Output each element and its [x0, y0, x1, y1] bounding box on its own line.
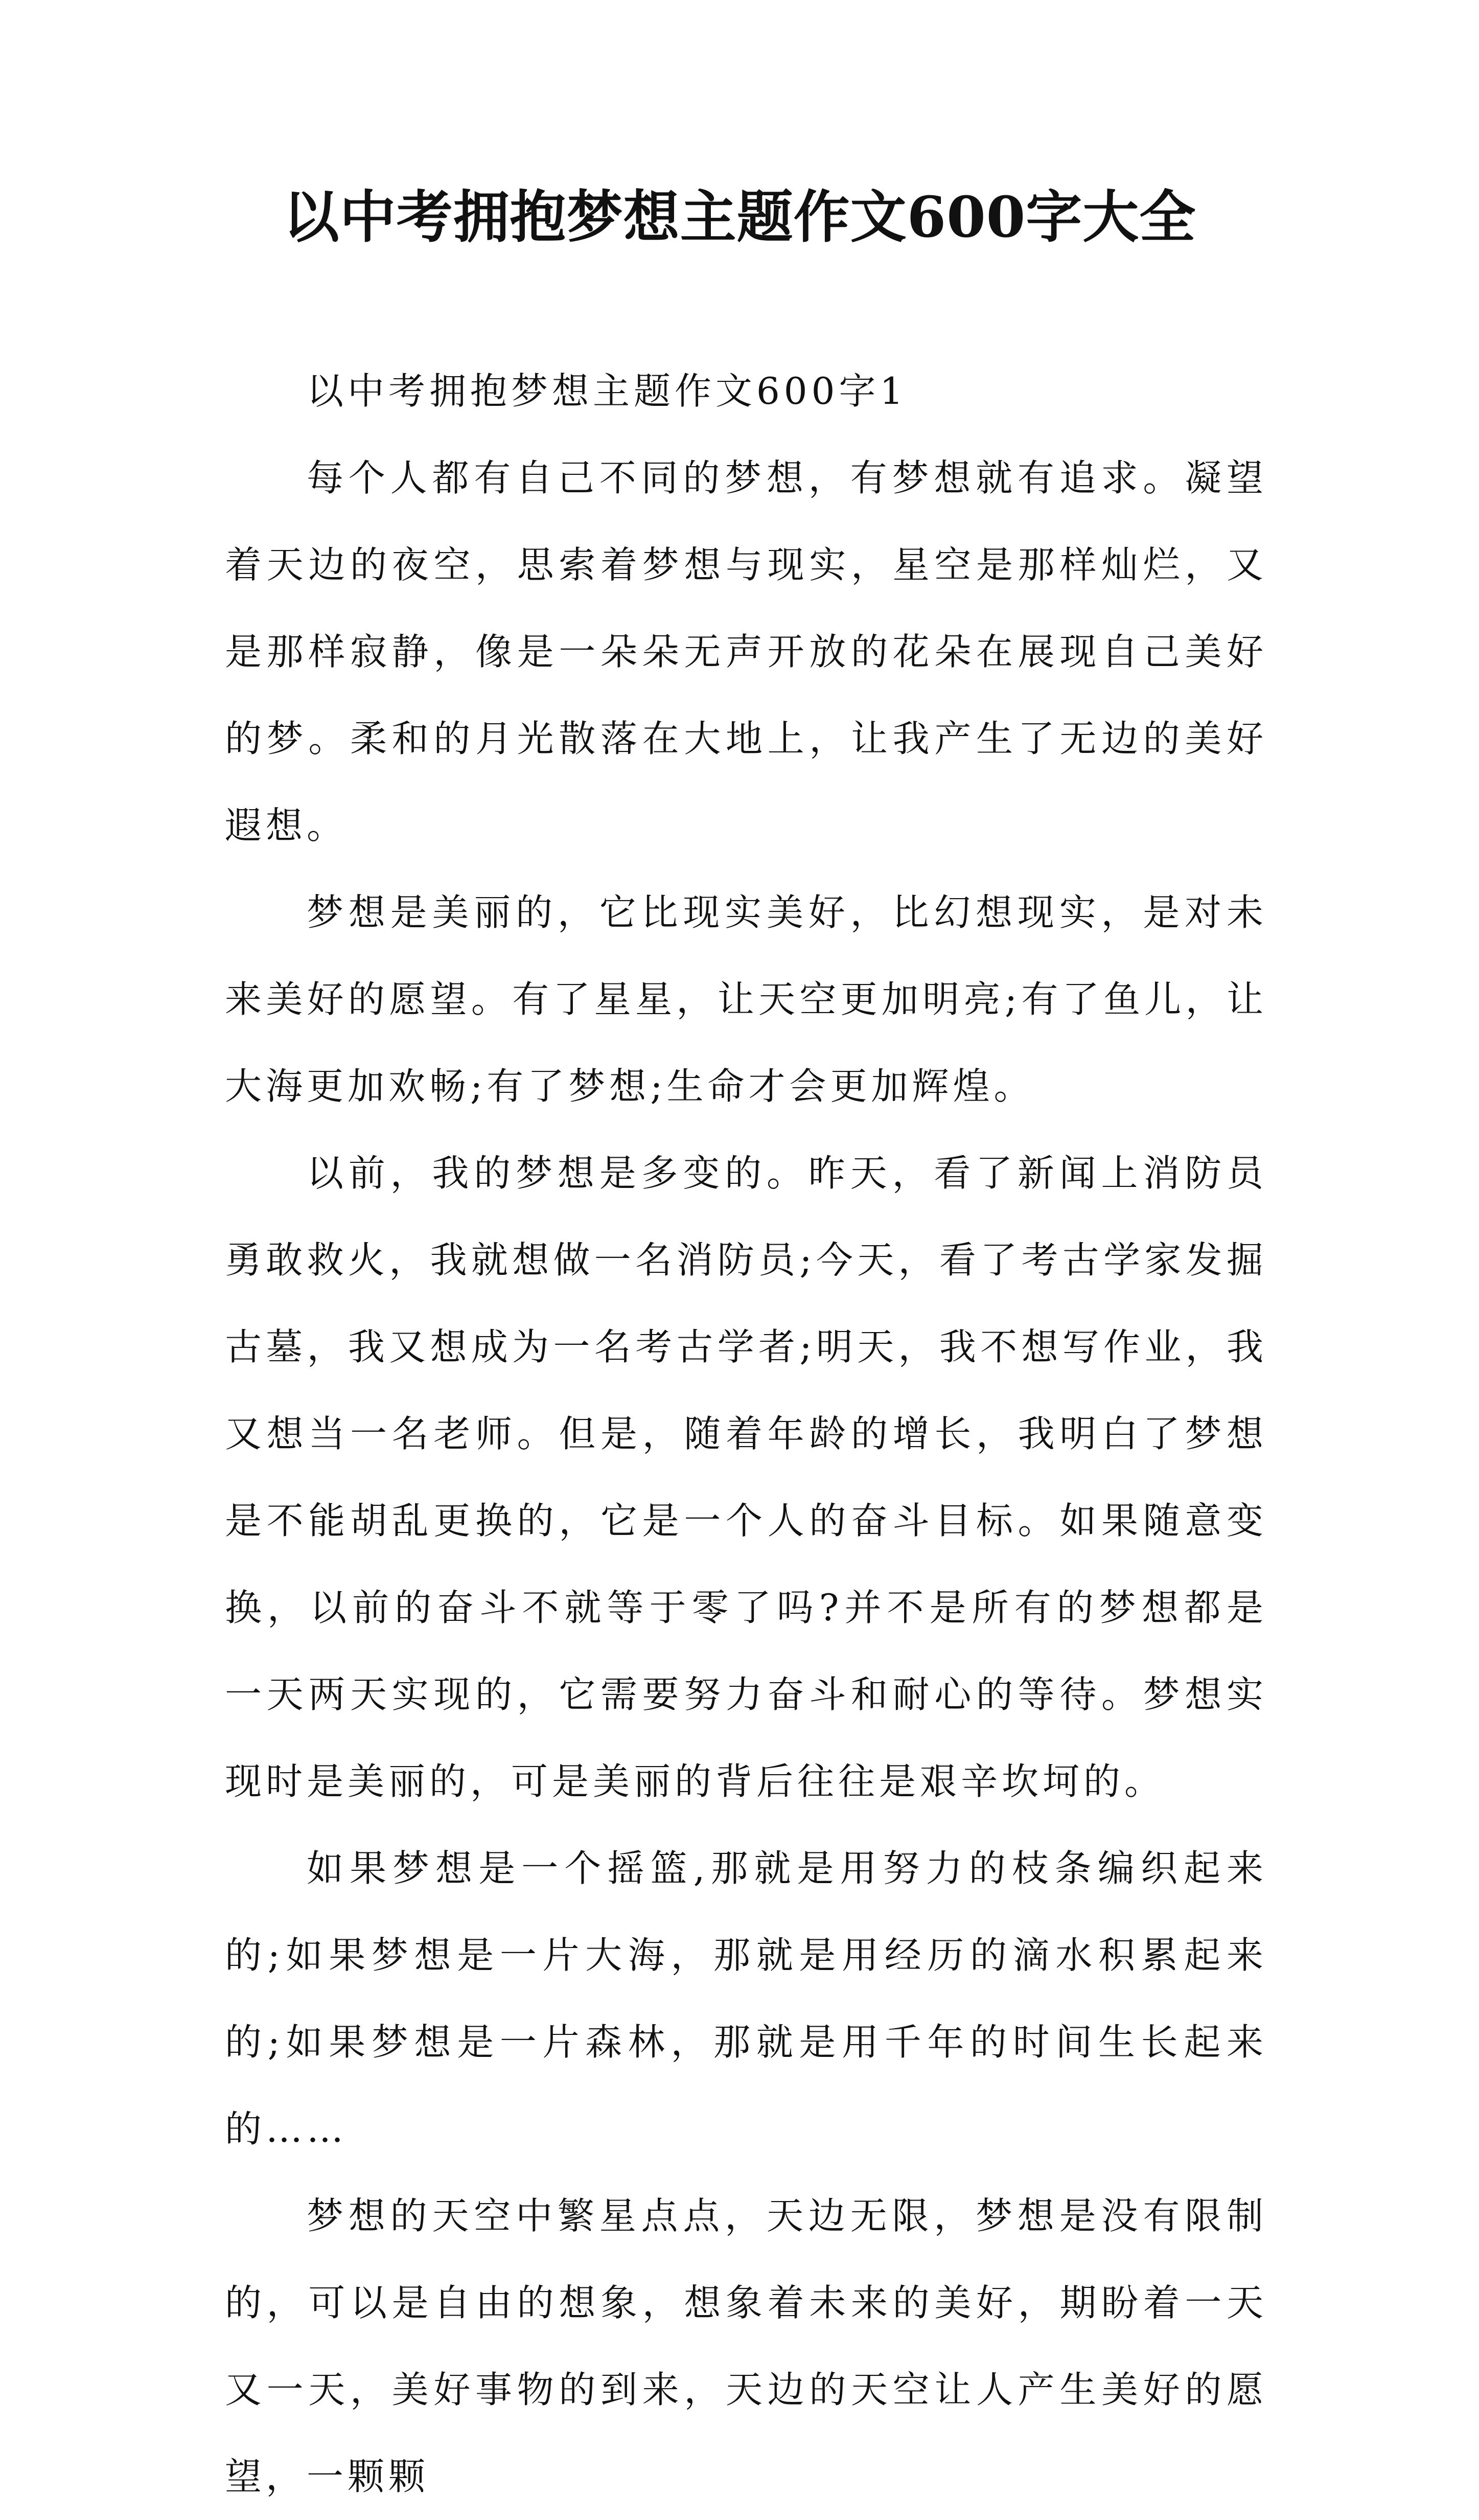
paragraph: 梦想是美丽的，它比现实美好，比幻想现实，是对未来美好的愿望。有了星星，让天空更加明亮;有了鱼儿，让大海更加欢畅;有了梦想;生命才会更加辉煌。	[225, 891, 1267, 1108]
paragraph: 每个人都有自己不同的梦想，有梦想就有追求。凝望着天边的夜空，思索着梦想与现实，星空是那样灿烂，又是那样寂静，像是一朵朵无声开放的花朵在展现自己美好的梦。柔和的月光散落在大地上，让我产生了无边的美好遐想。	[225, 456, 1267, 847]
document-title: 以中考拥抱梦想主题作文600字大全	[283, 184, 1196, 250]
paragraph: 如果梦想是一个摇篮,那就是用努力的枝条编织起来的;如果梦想是一片大海，那就是用经历的滴水积累起来的;如果梦想是一片森林，那就是用千年的时间生长起来的……	[225, 1847, 1267, 2150]
document-body	[225, 348, 1267, 2520]
paragraph: 以前，我的梦想是多变的。昨天，看了新闻上消防员勇敢救火，我就想做一名消防员;今天，看了考古学家发掘古墓，我又想成为一名考古学者;明天，我不想写作业，我又想当一名老师。但是，随着年龄的增长，我明白了梦想是不能胡乱更换的，它是一个人的奋斗目标。如果随意变换，以前的奋斗不就等于零了吗?并不是所有的梦想都是一天两天实现的，它需要努力奋斗和耐心的等待。梦想实现时是美丽的，可是美丽的背后往往是艰辛坎坷的。	[225, 1152, 1267, 1803]
paragraph: 梦想的天空中繁星点点，天边无限，梦想是没有限制的，可以是自由的想象，想象着未来的美好，期盼着一天又一天，美好事物的到来，天边的天空让人产生美好的愿望，一颗颗	[225, 2194, 1267, 2498]
essay-heading: 以中考拥抱梦想主题作文600字1	[307, 370, 908, 413]
